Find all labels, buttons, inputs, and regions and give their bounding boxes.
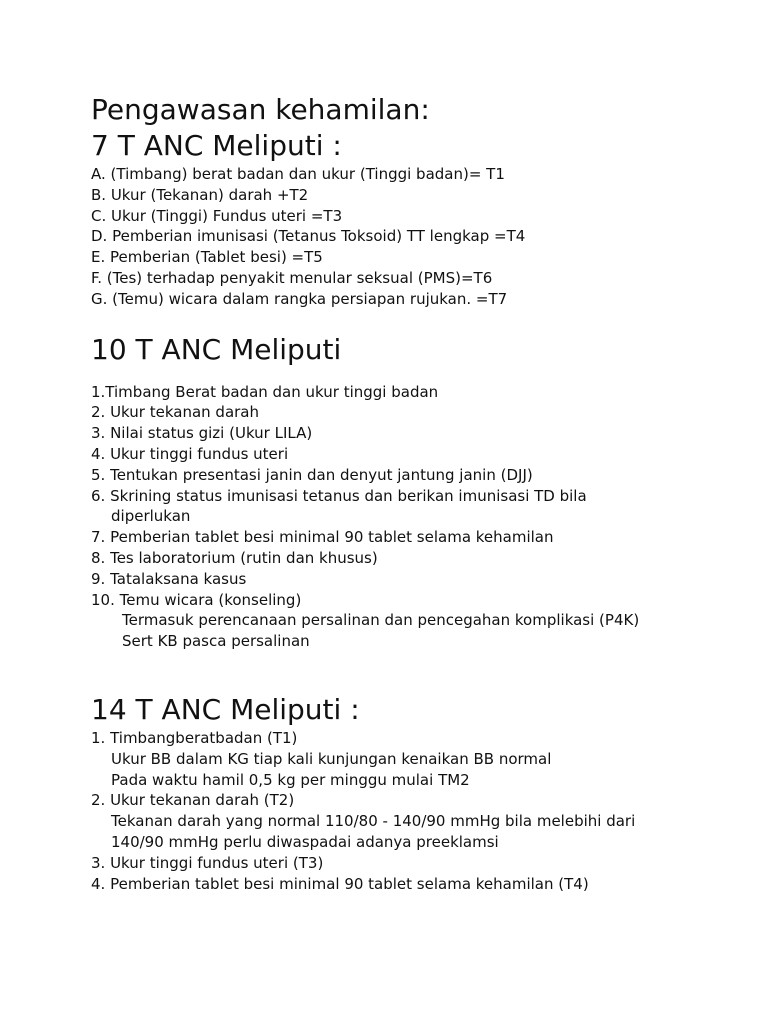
section-14t-list [91, 728, 751, 894]
list-item-continuation: Termasuk perencanaan persalinan dan pencegahan komplikasi (P4K) [122, 611, 640, 630]
list-item: 6. Skrining status imunisasi tetanus dan berikan imunisasi TD bila [91, 486, 587, 505]
section-10t-list [91, 382, 751, 652]
list-item: 4. Ukur tinggi fundus uteri [91, 444, 289, 463]
list-item: E. Pemberian (Tablet besi) =T5 [91, 248, 323, 267]
section-14t [91, 692, 751, 894]
section-7t [91, 92, 751, 310]
list-item: D. Pemberian imunisasi (Tetanus Toksoid) TT lengkap =T4 [91, 227, 526, 246]
list-item: A. (Timbang) berat badan dan ukur (Tinggi badan)= T1 [91, 165, 505, 183]
list-item: 7. Pemberian tablet besi minimal 90 tablet selama kehamilan [91, 528, 554, 547]
list-item: 3. Ukur tinggi fundus uteri (T3) [91, 853, 324, 872]
list-item: 2. Ukur tekanan darah (T2) [91, 791, 295, 810]
section-14t-title: 14 T ANC Meliputi : [91, 692, 360, 726]
list-item: 10. Temu wicara (konseling) [91, 590, 302, 609]
list-item: 5. Tentukan presentasi janin dan denyut jantung janin (DJJ) [91, 465, 533, 484]
document-page [91, 92, 751, 894]
list-item-continuation: 140/90 mmHg perlu diwaspadai adanya preeklamsi [111, 832, 499, 851]
list-item: C. Ukur (Tinggi) Fundus uteri =T3 [91, 206, 343, 225]
section-7t-list [91, 164, 751, 310]
list-item: 1.Timbang Berat badan dan ukur tinggi badan [91, 382, 439, 401]
list-item: 4. Pemberian tablet besi minimal 90 tablet selama kehamilan (T4) [91, 874, 589, 893]
page-title: Pengawasan kehamilan: [91, 93, 430, 126]
list-item: G. (Temu) wicara dalam rangka persiapan rujukan. =T7 [91, 289, 508, 308]
list-item: 2. Ukur tekanan darah [91, 403, 260, 422]
list-item: 9. Tatalaksana kasus [91, 569, 247, 588]
list-item-continuation: diperlukan [111, 507, 191, 526]
section-10t [91, 332, 751, 652]
section-10t-title: 10 T ANC Meliputi [91, 332, 342, 366]
list-item: 8. Tes laboratorium (rutin dan khusus) [91, 548, 378, 567]
list-item: F. (Tes) terhadap penyakit menular seksual (PMS)=T6 [91, 268, 493, 287]
list-item-continuation: Tekanan darah yang normal 110/80 - 140/90 mmHg bila melebihi dari [111, 812, 636, 831]
section-7t-title: 7 T ANC Meliputi : [91, 129, 342, 162]
list-item: B. Ukur (Tekanan) darah +T2 [91, 185, 309, 204]
list-item-continuation: Ukur BB dalam KG tiap kali kunjungan kenaikan BB normal [111, 749, 552, 768]
list-item: 1. Timbangberatbadan (T1) [91, 728, 298, 747]
list-item-continuation: Sert KB pasca persalinan [122, 632, 310, 651]
list-item-continuation: Pada waktu hamil 0,5 kg per minggu mulai TM2 [111, 770, 470, 789]
list-item: 3. Nilai status gizi (Ukur LILA) [91, 424, 313, 443]
